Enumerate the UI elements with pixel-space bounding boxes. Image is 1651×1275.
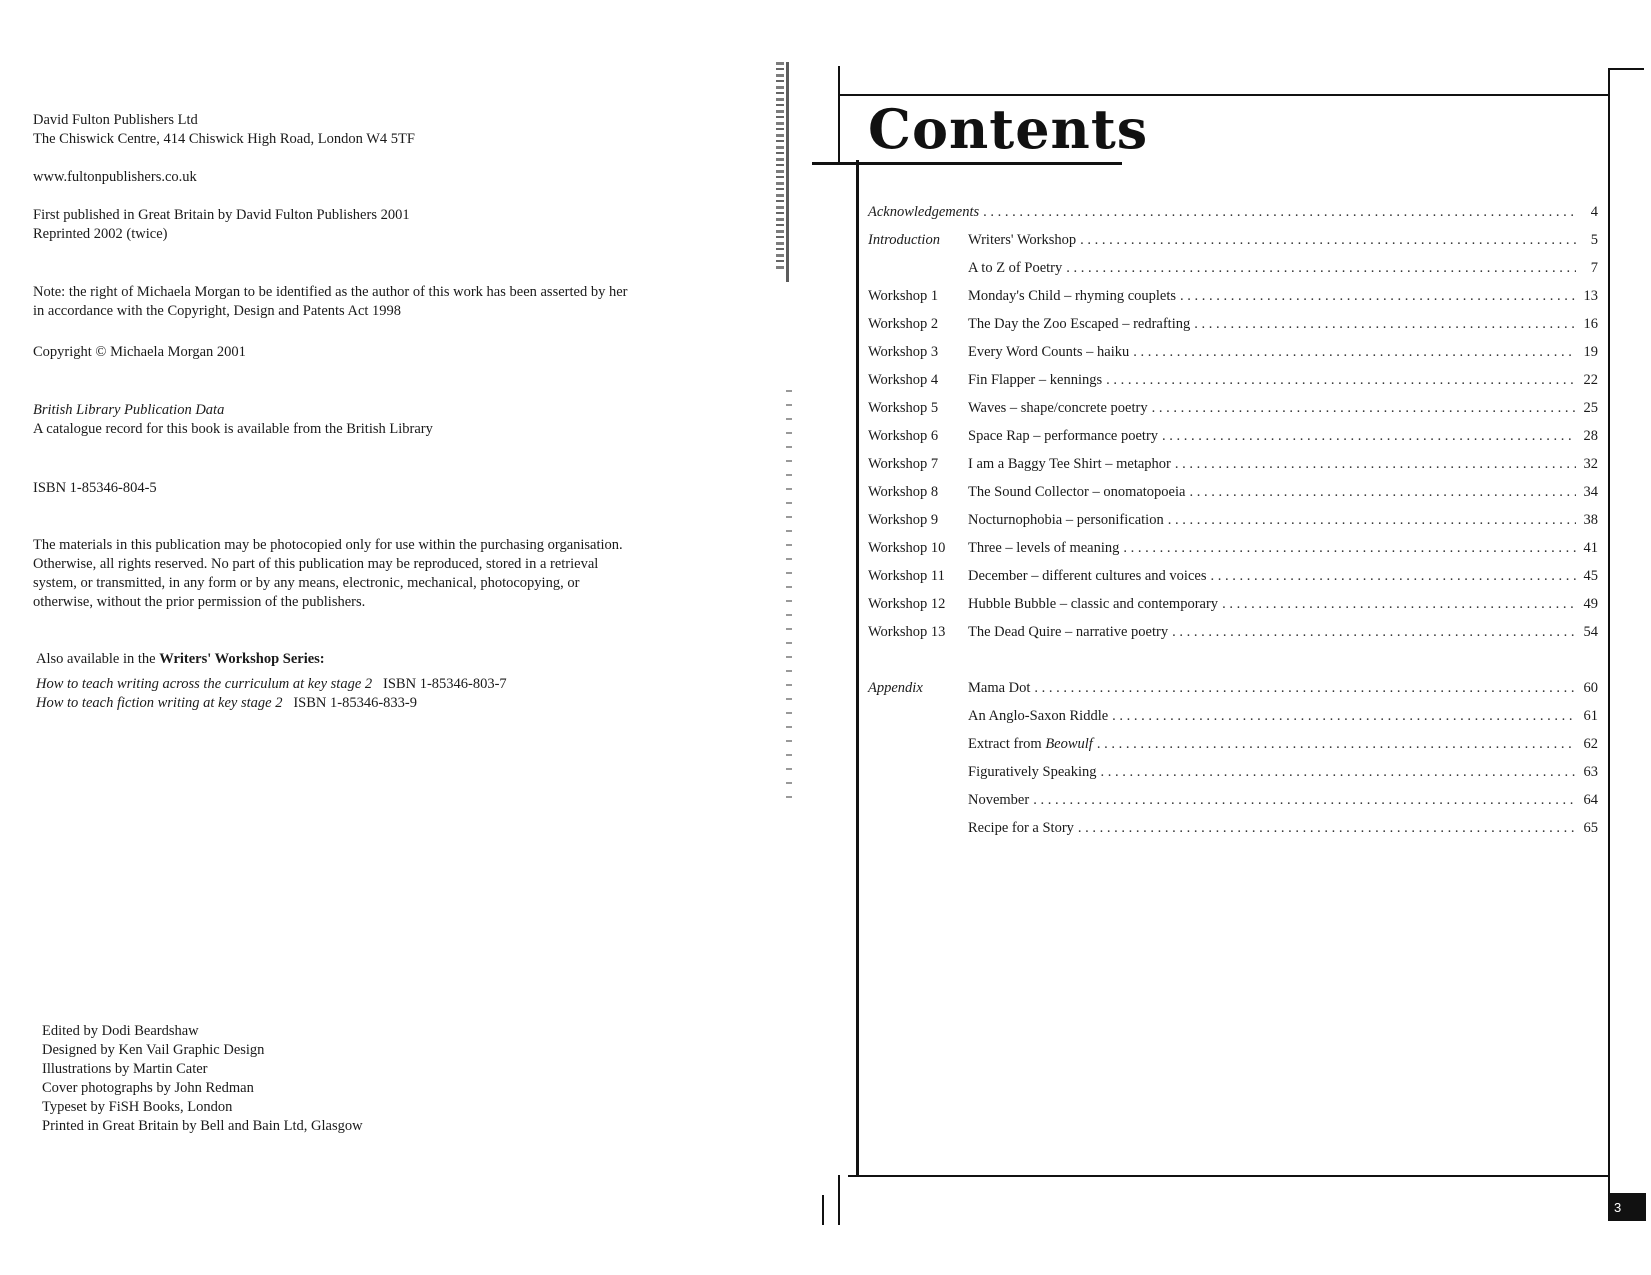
toc-leader-dots <box>1123 540 1576 557</box>
toc-title: Writers' Workshop <box>968 232 1077 248</box>
toc-title: A to Z of Poetry <box>968 260 1063 276</box>
toc-leader-dots <box>1033 792 1576 809</box>
toc-page-number: 61 <box>1583 708 1598 724</box>
toc-row[interactable] <box>868 596 1598 618</box>
toc-row[interactable] <box>868 568 1598 590</box>
toc-page-number: 4 <box>1590 204 1598 220</box>
toc-row[interactable] <box>868 372 1598 394</box>
first-published: First published in Great Britain by David Fulton Publishers 2001 <box>33 207 410 223</box>
toc-title: Extract from Beowulf <box>968 736 1093 752</box>
toc-page-number: 32 <box>1583 456 1598 472</box>
toc-page-number: 16 <box>1583 316 1598 332</box>
also-title-1-isbn: ISBN 1-85346-803-7 <box>383 676 507 692</box>
toc-label: Workshop 3 <box>868 344 939 360</box>
toc-page-number: 34 <box>1583 484 1598 500</box>
toc-row[interactable] <box>868 232 1598 254</box>
toc-page-number: 65 <box>1583 820 1598 836</box>
credit-designer: Designed by Ken Vail Graphic Design <box>42 1042 265 1058</box>
toc-page-number: 13 <box>1583 288 1598 304</box>
toc-row[interactable] <box>868 204 1598 226</box>
frame-corner-bl-vertical <box>838 1175 840 1225</box>
toc-page-number: 41 <box>1583 540 1598 556</box>
toc-title: Nocturnophobia – personification <box>968 512 1164 528</box>
toc-title: Three – levels of meaning <box>968 540 1120 556</box>
toc-label: Workshop 2 <box>868 316 939 332</box>
gutter-noise-line <box>786 62 789 282</box>
publisher-name: David Fulton Publishers Ltd <box>33 112 198 128</box>
cip-text: A catalogue record for this book is available from the British Library <box>33 421 433 437</box>
toc-page-number: 45 <box>1583 568 1598 584</box>
toc-page-number: 28 <box>1583 428 1598 444</box>
series-name: Writers' Workshop Series: <box>159 651 325 667</box>
toc-title: Recipe for a Story <box>968 820 1074 836</box>
toc-label: Workshop 1 <box>868 288 939 304</box>
also-title-1 <box>36 675 507 694</box>
toc-row[interactable] <box>868 764 1598 786</box>
toc-label: Workshop 8 <box>868 484 939 500</box>
toc-page-number: 49 <box>1583 596 1598 612</box>
frame-corner-tl-vertical <box>838 66 840 164</box>
frame-left-rule <box>856 160 859 1176</box>
rights-line4: otherwise, without the prior permission of the publishers. <box>33 594 366 610</box>
toc-title: November <box>968 792 1030 808</box>
toc-leader-dots <box>1066 260 1576 277</box>
isbn: ISBN 1-85346-804-5 <box>33 480 157 496</box>
toc-row[interactable] <box>868 344 1598 366</box>
toc-label: Workshop 9 <box>868 512 939 528</box>
toc-leader-dots <box>1133 344 1576 361</box>
toc-title: Waves – shape/concrete poetry <box>968 400 1148 416</box>
credit-photographs: Cover photographs by John Redman <box>42 1080 254 1096</box>
toc-leader-dots <box>1078 820 1576 837</box>
toc-title: Space Rap – performance poetry <box>968 428 1159 444</box>
toc-page-number: 22 <box>1583 372 1598 388</box>
toc-title: I am a Baggy Tee Shirt – metaphor <box>968 456 1171 472</box>
rights-line2: Otherwise, all rights reserved. No part of this publication may be reproduced, stored in a retrieval <box>33 556 599 572</box>
toc-leader-dots <box>1112 708 1576 725</box>
copyright-line: Copyright © Michaela Morgan 2001 <box>33 344 246 360</box>
frame-corner-tr-horizontal <box>1608 68 1644 70</box>
toc-leader-dots <box>1100 764 1576 781</box>
reprinted-note: Reprinted 2002 (twice) <box>33 226 168 242</box>
publisher-address: The Chiswick Centre, 414 Chiswick High Road, London W4 5TF <box>33 131 415 147</box>
toc-title: An Anglo-Saxon Riddle <box>968 708 1109 724</box>
toc-page-number: 54 <box>1583 624 1598 640</box>
toc-page-number: 19 <box>1583 344 1598 360</box>
also-title-2-name: How to teach fiction writing at key stage 2 <box>36 695 283 711</box>
toc-title: Hubble Bubble – classic and contemporary <box>968 596 1219 612</box>
also-title-2 <box>36 694 417 713</box>
toc-title: Figuratively Speaking <box>968 764 1097 780</box>
toc-label: Workshop 12 <box>868 596 946 612</box>
title-underline <box>812 162 1122 165</box>
toc-label: Workshop 7 <box>868 456 939 472</box>
rights-line3: system, or transmitted, in any form or by any means, electronic, mechanical, photocopying, or <box>33 575 580 591</box>
credit-typeset: Typeset by FiSH Books, London <box>42 1099 233 1115</box>
credit-printer: Printed in Great Britain by Bell and Bain Ltd, Glasgow <box>42 1118 363 1134</box>
toc-leader-dots <box>1194 316 1576 333</box>
toc-row[interactable] <box>868 260 1598 282</box>
toc-page-number: 64 <box>1583 792 1598 808</box>
frame-bottom-rule <box>848 1175 1610 1177</box>
toc-label: Workshop 11 <box>868 568 945 584</box>
toc-title: The Day the Zoo Escaped – redrafting <box>968 316 1191 332</box>
also-title-1-name: How to teach writing across the curriculum at key stage 2 <box>36 676 373 692</box>
publisher-website: www.fultonpublishers.co.uk <box>33 169 197 185</box>
toc-title: Acknowledgements <box>868 204 980 220</box>
toc-title: Every Word Counts – haiku <box>968 344 1130 360</box>
toc-leader-dots <box>1106 372 1576 389</box>
contents-title: Contents <box>868 97 1149 161</box>
toc-row[interactable] <box>868 288 1598 310</box>
toc-row[interactable] <box>868 736 1598 758</box>
toc-leader-dots <box>1210 568 1576 585</box>
frame-right-rule <box>1608 68 1610 1196</box>
moral-rights-note-line2: in accordance with the Copyright, Design and Patents Act 1998 <box>33 303 402 319</box>
toc-leader-dots <box>1172 624 1576 641</box>
credit-illustrations: Illustrations by Martin Cater <box>42 1061 208 1077</box>
toc-leader-dots <box>1222 596 1576 613</box>
toc-leader-dots <box>1175 456 1576 473</box>
moral-rights-note-line1: Note: the right of Michaela Morgan to be identified as the author of this work has been asserted by her <box>33 284 628 300</box>
frame-top-rule <box>838 94 1608 96</box>
toc-row[interactable] <box>868 512 1598 534</box>
also-available <box>36 650 325 669</box>
page-number-badge: 3 <box>1608 1193 1646 1221</box>
toc-row[interactable] <box>868 624 1598 646</box>
toc-row[interactable] <box>868 428 1598 450</box>
toc-title: The Sound Collector – onomatopoeia <box>968 484 1186 500</box>
toc-leader-dots <box>1034 680 1576 697</box>
toc-title: The Dead Quire – narrative poetry <box>968 624 1169 640</box>
credit-editor: Edited by Dodi Beardshaw <box>42 1023 199 1039</box>
toc-label: Workshop 5 <box>868 400 939 416</box>
toc-leader-dots <box>1097 736 1576 753</box>
toc-row[interactable] <box>868 400 1598 422</box>
toc-label: Appendix <box>868 680 923 696</box>
toc-leader-dots <box>983 204 1576 221</box>
toc-leader-dots <box>1189 484 1576 501</box>
toc-label: Workshop 13 <box>868 624 946 640</box>
toc-row[interactable] <box>868 456 1598 478</box>
toc-leader-dots <box>1168 512 1576 529</box>
toc-page-number: 60 <box>1583 680 1598 696</box>
toc-label: Workshop 4 <box>868 372 939 388</box>
toc-label: Workshop 10 <box>868 540 946 556</box>
gutter-noise-strip-bottom <box>786 390 792 810</box>
toc-page-number: 25 <box>1583 400 1598 416</box>
toc-page-number: 63 <box>1583 764 1598 780</box>
toc-page-number: 38 <box>1583 512 1598 528</box>
rights-line1: The materials in this publication may be photocopied only for use within the purchasing organisation. <box>33 537 623 553</box>
toc-leader-dots <box>1162 428 1576 445</box>
toc-row[interactable] <box>868 792 1598 814</box>
toc-page-number: 5 <box>1590 232 1598 248</box>
toc-row[interactable] <box>868 540 1598 562</box>
toc-row[interactable] <box>868 820 1598 842</box>
gutter-noise-strip-top <box>776 62 784 272</box>
toc-row[interactable] <box>868 484 1598 506</box>
toc-page-number: 62 <box>1583 736 1598 752</box>
toc-row[interactable] <box>868 708 1598 730</box>
cip-heading: British Library Publication Data <box>33 402 225 418</box>
toc-label: Introduction <box>868 232 940 248</box>
frame-corner-bl-tick <box>822 1195 824 1225</box>
toc-row[interactable] <box>868 316 1598 338</box>
toc-title: Fin Flapper – kennings <box>968 372 1103 388</box>
toc-page-number: 7 <box>1590 260 1598 276</box>
toc-label: Workshop 6 <box>868 428 939 444</box>
toc-row[interactable] <box>868 680 1598 702</box>
toc-leader-dots <box>1080 232 1576 249</box>
toc-leader-dots <box>1152 400 1576 417</box>
toc-title: Monday's Child – rhyming couplets <box>968 288 1177 304</box>
toc-leader-dots <box>1180 288 1576 305</box>
toc-title: Mama Dot <box>968 680 1031 696</box>
also-available-prefix: Also available in the <box>36 651 160 667</box>
also-title-2-isbn: ISBN 1-85346-833-9 <box>293 695 417 711</box>
toc-title: December – different cultures and voices <box>968 568 1207 584</box>
